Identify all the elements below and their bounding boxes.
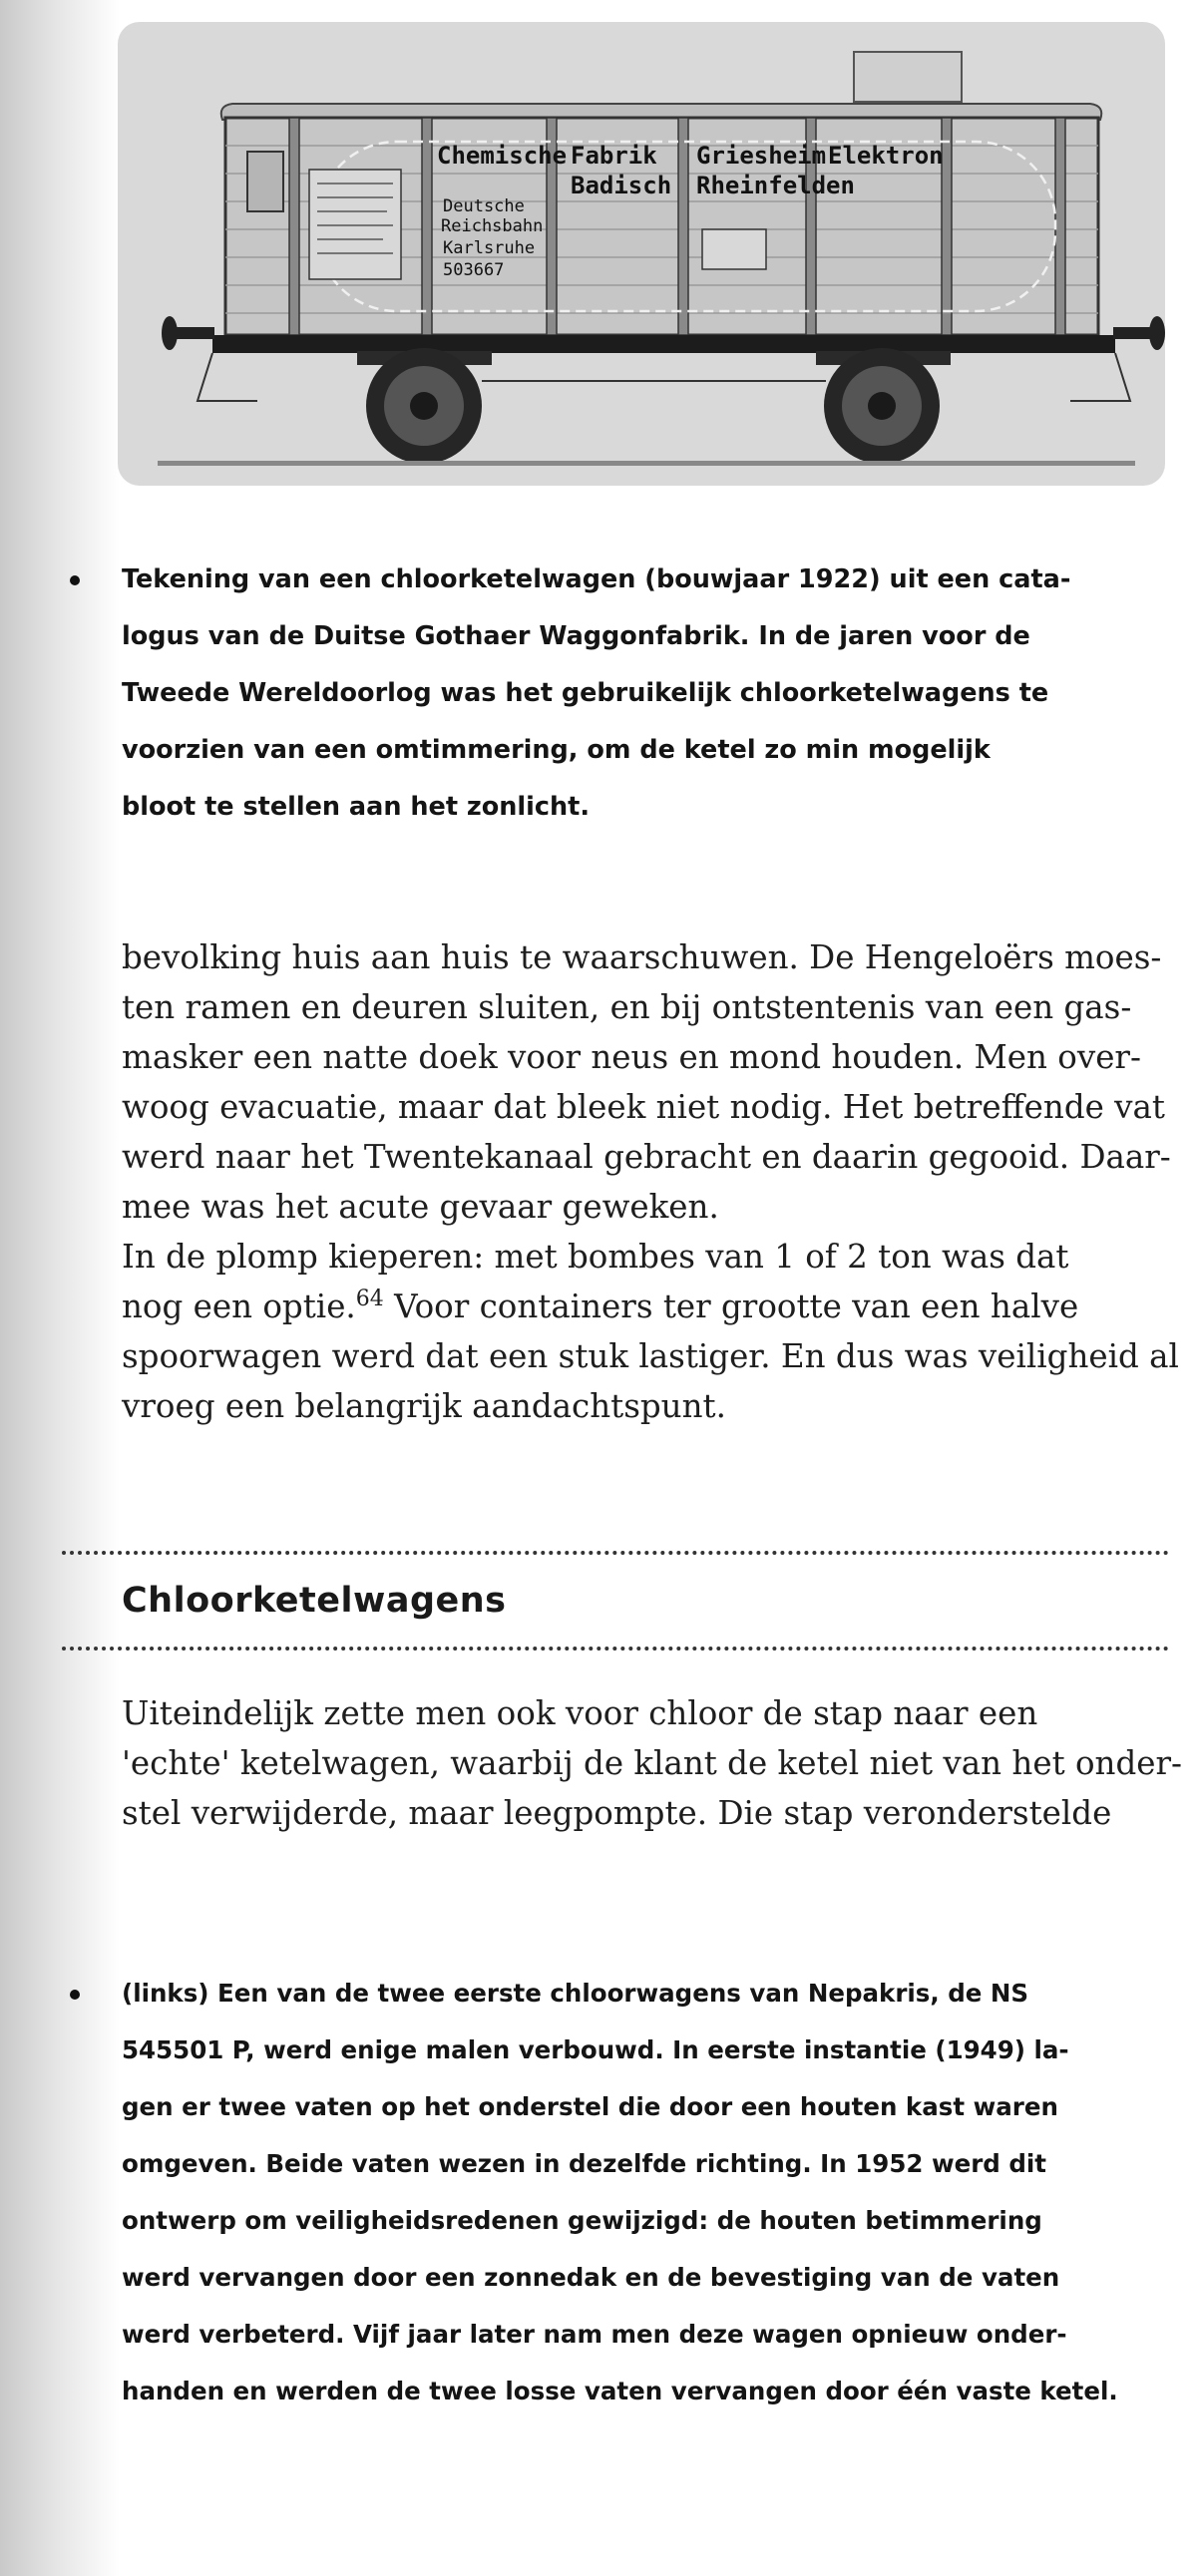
wagon-label-deutsche: Deutsche bbox=[443, 196, 525, 216]
caption-line: voorzien van een omtimmering, om de ketel zo min mogelijk bbox=[122, 735, 991, 765]
body-line: werd naar het Twentekanaal gebracht en daarin gegooid. Daar- bbox=[122, 1138, 1171, 1176]
wagon-label-karlsruhe: Karlsruhe bbox=[443, 238, 536, 258]
section-rule-bottom bbox=[62, 1647, 1169, 1651]
body-line-end: Voor containers ter grootte van een halve bbox=[394, 1288, 1079, 1325]
body-line: woog evacuatie, maar dat bleek niet nodig. Het betreffende vat bbox=[122, 1088, 1165, 1126]
caption-line: Tekening van een chloorketelwagen (bouwjaar 1922) uit een cata- bbox=[122, 564, 1071, 594]
caption-line: logus van de Duitse Gothaer Waggonfabrik. In de jaren voor de bbox=[122, 621, 1030, 651]
figure-caption-bottom bbox=[122, 1965, 1179, 2419]
body-line: Uiteindelijk zette men ook voor chloor de stap naar een bbox=[122, 1694, 1038, 1732]
body-line: masker een natte doek voor neus en mond houden. Men over- bbox=[122, 1038, 1141, 1076]
section-title: Chloorketelwagens bbox=[122, 1581, 507, 1621]
body-line: mee was het acute gevaar geweken. bbox=[122, 1188, 719, 1226]
section-paragraph bbox=[122, 1688, 1183, 1838]
body-line: stel verwijderde, maar leegpompte. Die stap veronderstelde bbox=[122, 1794, 1112, 1832]
body-line-with-footnote bbox=[122, 1282, 1179, 1331]
body-line: bevolking huis aan huis te waarschuwen. De Hengeloërs moes- bbox=[122, 938, 1162, 976]
wagon-label-reichsbahn: Reichsbahn bbox=[441, 216, 544, 236]
footnote-marker[interactable]: 64 bbox=[355, 1287, 384, 1312]
caption-line: 545501 P, werd enige malen verbouwd. In eerste instantie (1949) la- bbox=[122, 2035, 1069, 2064]
wagon-label-number: 503667 bbox=[443, 260, 505, 280]
section-rule-top bbox=[62, 1551, 1169, 1555]
caption-line: gen er twee vaten op het onderstel die door een houten kast waren bbox=[122, 2092, 1058, 2121]
page-gutter-shadow bbox=[0, 0, 120, 2576]
wagon-label-rheinfelden: Rheinfelden bbox=[696, 172, 855, 199]
wagon-label-elektron: Elektron bbox=[828, 142, 944, 170]
wagon-illustration bbox=[118, 22, 1165, 486]
wagon-label-fabrik: Fabrik bbox=[571, 142, 657, 170]
body-line: In de plomp kieperen: met bombes van 1 of 2 ton was dat bbox=[122, 1238, 1069, 1276]
body-paragraphs bbox=[122, 932, 1179, 1431]
caption-bullet bbox=[70, 1990, 80, 2000]
wagon-label-badisch: Badisch bbox=[571, 172, 672, 199]
body-line-start: nog een optie. bbox=[122, 1288, 356, 1325]
caption-line: handen en werden de twee losse vaten vervangen door één vaste ketel. bbox=[122, 2377, 1118, 2405]
wagon-label-chemische: Chemische bbox=[437, 142, 568, 170]
caption-line: Tweede Wereldoorlog was het gebruikelijk chloorketelwagens te bbox=[122, 678, 1049, 708]
caption-line: omgeven. Beide vaten wezen in dezelfde richting. In 1952 werd dit bbox=[122, 2149, 1047, 2178]
caption-line: werd verbeterd. Vijf jaar later nam men deze wagen opnieuw onder- bbox=[122, 2320, 1067, 2349]
caption-line: (links) Een van de twee eerste chloorwagens van Nepakris, de NS bbox=[122, 1979, 1029, 2008]
body-line: vroeg een belangrijk aandachtspunt. bbox=[122, 1387, 726, 1425]
wagon-label-griesheim: Griesheim bbox=[696, 142, 827, 170]
caption-bullet bbox=[70, 575, 80, 585]
body-line: spoorwagen werd dat een stuk lastiger. En dus was veiligheid al bbox=[122, 1337, 1179, 1375]
figure-caption-top bbox=[122, 552, 1129, 836]
body-line: ten ramen en deuren sluiten, en bij ontstentenis van een gas- bbox=[122, 988, 1132, 1026]
body-line: 'echte' ketelwagen, waarbij de klant de ketel niet van het onder- bbox=[122, 1744, 1183, 1782]
caption-line: werd vervangen door een zonnedak en de bevestiging van de vaten bbox=[122, 2263, 1060, 2292]
caption-line: bloot te stellen aan het zonlicht. bbox=[122, 792, 591, 822]
caption-line: ontwerp om veiligheidsredenen gewijzigd: de houten betimmering bbox=[122, 2206, 1042, 2235]
